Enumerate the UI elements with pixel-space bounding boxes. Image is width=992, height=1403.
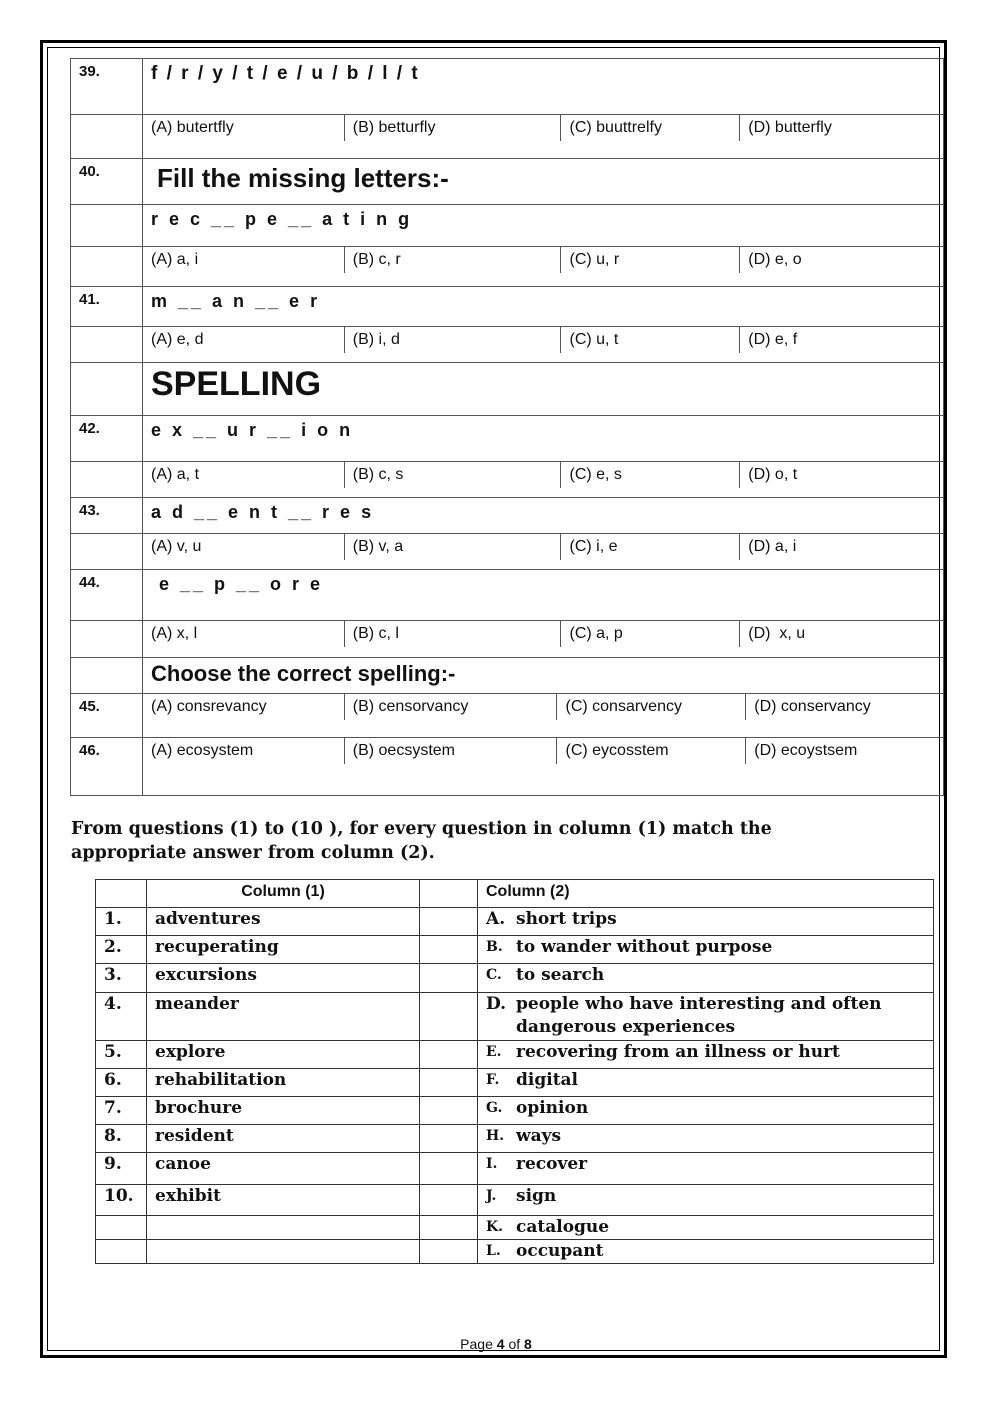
- definition-text: occupant: [516, 1241, 604, 1261]
- option-d[interactable]: (D) e, f: [739, 327, 943, 353]
- definition-letter: E.: [486, 1044, 502, 1060]
- definition-text: people who have interesting and often dangerous experiences: [516, 994, 882, 1037]
- match-word: adventures: [147, 908, 420, 936]
- question-prompt: r e c __ p e __ a t i n g: [143, 205, 944, 247]
- matching-row: [96, 1097, 934, 1125]
- choose-heading: Choose the correct spelling:-: [143, 658, 944, 694]
- question-number: 42.: [71, 416, 143, 462]
- question-table: [70, 58, 944, 796]
- footer-prefix: Page: [460, 1336, 497, 1352]
- option-a[interactable]: (A) consrevancy: [151, 698, 267, 715]
- option-c[interactable]: (C) consarvency: [556, 694, 745, 720]
- option-b[interactable]: (B) betturfly: [344, 115, 561, 141]
- matching-header-row: [96, 880, 934, 908]
- option-a[interactable]: (A) v, u: [151, 538, 202, 555]
- option-a[interactable]: (A) butertfly: [151, 119, 234, 136]
- answer-cell[interactable]: [420, 1153, 478, 1185]
- options-row-44: [71, 621, 944, 658]
- match-word: [147, 1216, 420, 1240]
- matching-row: [96, 1153, 934, 1185]
- match-word: rehabilitation: [147, 1069, 420, 1097]
- footer-page-total: 8: [524, 1336, 532, 1352]
- option-a[interactable]: (A) ecosystem: [151, 742, 254, 759]
- option-d[interactable]: (D) conservancy: [745, 694, 943, 720]
- question-number: 40.: [71, 159, 143, 205]
- question-row-46: [71, 738, 944, 796]
- definition-letter: H.: [486, 1128, 505, 1144]
- question-number: 46.: [71, 738, 143, 796]
- matching-row: [96, 936, 934, 964]
- match-number: 6.: [96, 1069, 147, 1097]
- match-word: excursions: [147, 964, 420, 993]
- answer-cell[interactable]: [420, 964, 478, 993]
- match-number: 10.: [96, 1185, 147, 1216]
- question-prompt: e x __ u r __ i o n: [143, 416, 944, 462]
- options-row-42: [71, 462, 944, 498]
- option-c[interactable]: (C) buuttrelfy: [560, 115, 739, 141]
- page-footer: [0, 1336, 992, 1352]
- option-b[interactable]: (B) c, l: [344, 621, 561, 647]
- definition-letter: C.: [486, 967, 502, 983]
- matching-row: [96, 1185, 934, 1216]
- answer-cell[interactable]: [420, 936, 478, 964]
- option-b[interactable]: (B) i, d: [344, 327, 561, 353]
- match-number: 8.: [96, 1125, 147, 1153]
- options-row-43: [71, 534, 944, 570]
- definition-letter: A.: [486, 909, 506, 929]
- match-number: 9.: [96, 1153, 147, 1185]
- option-c[interactable]: (C) u, t: [560, 327, 739, 353]
- question-number: 39.: [71, 59, 143, 115]
- question-row-39: [71, 59, 944, 115]
- question-row-41: [71, 287, 944, 327]
- definition-text: to search: [516, 965, 605, 985]
- option-c[interactable]: (C) u, r: [560, 247, 739, 273]
- matching-rows: [96, 908, 934, 1264]
- match-number: [96, 1216, 147, 1240]
- answer-cell[interactable]: [420, 1240, 478, 1264]
- matching-row: [96, 908, 934, 936]
- matching-row: [96, 993, 934, 1041]
- definition-text: sign: [516, 1186, 557, 1206]
- match-number: 2.: [96, 936, 147, 964]
- definition-text: to wander without purpose: [516, 937, 773, 957]
- question-row-42: [71, 416, 944, 462]
- definition-text: digital: [516, 1070, 579, 1090]
- option-b[interactable]: (B) c, r: [344, 247, 561, 273]
- match-word: meander: [147, 993, 420, 1041]
- option-a[interactable]: (A) x, l: [151, 625, 198, 642]
- match-number: [96, 1240, 147, 1264]
- spelling-heading: SPELLING: [143, 363, 944, 416]
- definition-letter: K.: [486, 1219, 504, 1235]
- definition-letter: B.: [486, 939, 503, 955]
- answer-cell[interactable]: [420, 1069, 478, 1097]
- matching-table: [95, 879, 934, 1264]
- definition-text: ways: [516, 1126, 562, 1146]
- option-c[interactable]: (C) eycosstem: [556, 738, 745, 764]
- definition-letter: L.: [486, 1243, 501, 1259]
- definition-letter: J.: [486, 1188, 497, 1204]
- match-number: 4.: [96, 993, 147, 1041]
- option-a[interactable]: (A) e, d: [151, 331, 204, 348]
- option-b[interactable]: (B) v, a: [344, 534, 561, 560]
- footer-of: of: [504, 1336, 525, 1352]
- matching-instruction: From questions (1) to (10 ), for every question in column (1) match the appropriate answer from column (2).: [71, 819, 772, 863]
- answer-cell[interactable]: [420, 1097, 478, 1125]
- footer-page-number: 4: [496, 1336, 505, 1352]
- option-d[interactable]: (D) o, t: [739, 462, 943, 488]
- match-word: [147, 1240, 420, 1264]
- option-b[interactable]: (B) censorvancy: [344, 694, 557, 720]
- question-prompt: f / r / y / t / e / u / b / l / t: [143, 59, 944, 115]
- question-row-45: [71, 694, 944, 738]
- definition-text: opinion: [516, 1098, 589, 1118]
- answer-cell[interactable]: [420, 908, 478, 936]
- column-1-header: Column (1): [147, 880, 420, 908]
- definition-text: recovering from an illness or hurt: [516, 1042, 840, 1062]
- section-heading: Fill the missing letters:-: [143, 159, 944, 205]
- matching-row: [96, 1216, 934, 1240]
- option-d[interactable]: (D) butterfly: [739, 115, 943, 141]
- matching-row: [96, 1041, 934, 1069]
- question-row-43: [71, 498, 944, 534]
- definition-text: short trips: [516, 909, 617, 929]
- answer-cell[interactable]: [420, 1125, 478, 1153]
- answer-cell[interactable]: [420, 1041, 478, 1069]
- option-a[interactable]: (A) a, i: [151, 251, 199, 268]
- option-c[interactable]: (C) a, p: [560, 621, 739, 647]
- match-word: brochure: [147, 1097, 420, 1125]
- prompt-row-40: [71, 205, 944, 247]
- definition-letter: D.: [486, 994, 507, 1014]
- answer-cell[interactable]: [420, 1216, 478, 1240]
- options-row-40: [71, 247, 944, 287]
- match-number: 3.: [96, 964, 147, 993]
- options-row-41: [71, 327, 944, 363]
- question-prompt: a d __ e n t __ r e s: [143, 498, 944, 534]
- match-word: explore: [147, 1041, 420, 1069]
- question-prompt: m __ a n __ e r: [143, 287, 944, 327]
- option-c[interactable]: (C) i, e: [560, 534, 739, 560]
- question-number: 43.: [71, 498, 143, 534]
- column-2-header: Column (2): [478, 880, 934, 908]
- question-number: 44.: [71, 570, 143, 621]
- definition-text: catalogue: [516, 1217, 610, 1237]
- option-d[interactable]: (D) e, o: [739, 247, 943, 273]
- spelling-row: [71, 363, 944, 416]
- matching-row: [96, 1240, 934, 1264]
- option-c[interactable]: (C) e, s: [560, 462, 739, 488]
- match-number: 1.: [96, 908, 147, 936]
- question-number: 45.: [71, 694, 143, 738]
- match-number: 5.: [96, 1041, 147, 1069]
- question-row-40: [71, 159, 944, 205]
- answer-cell[interactable]: [420, 1185, 478, 1216]
- match-word: recuperating: [147, 936, 420, 964]
- matching-row: [96, 1125, 934, 1153]
- definition-text: recover: [516, 1154, 588, 1174]
- definition-letter: F.: [486, 1072, 500, 1088]
- match-word: exhibit: [147, 1185, 420, 1216]
- question-prompt: e __ p __ o r e: [143, 570, 944, 621]
- matching-row: [96, 964, 934, 993]
- option-b[interactable]: (B) oecsystem: [344, 738, 557, 764]
- match-word: canoe: [147, 1153, 420, 1185]
- question-row-44: [71, 570, 944, 621]
- option-d[interactable]: (D) x, u: [739, 621, 943, 647]
- choose-row: [71, 658, 944, 694]
- options-row-39: [71, 115, 944, 159]
- question-number: 41.: [71, 287, 143, 327]
- match-word: resident: [147, 1125, 420, 1153]
- answer-cell[interactable]: [420, 993, 478, 1041]
- definition-letter: G.: [486, 1100, 503, 1116]
- match-number: 7.: [96, 1097, 147, 1125]
- definition-letter: I.: [486, 1156, 498, 1172]
- option-d[interactable]: (D) ecoystsem: [745, 738, 943, 764]
- option-b[interactable]: (B) c, s: [344, 462, 561, 488]
- option-d[interactable]: (D) a, i: [739, 534, 943, 560]
- option-a[interactable]: (A) a, t: [151, 466, 200, 483]
- matching-row: [96, 1069, 934, 1097]
